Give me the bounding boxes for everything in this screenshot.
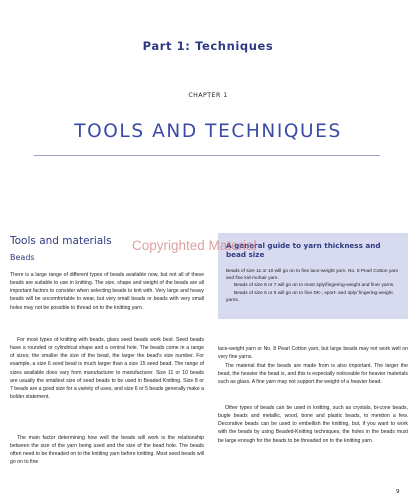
right-paragraph-2: The material that the beads are made from is also important. The larger the bead, the heavier the bead is, and this is especially noticeable for heavier materials such as glass. A fine yarn may not support the weight of a heavier bead. <box>218 363 408 386</box>
yarn-guide-list <box>226 268 402 304</box>
title-divider <box>34 155 380 156</box>
left-paragraph-3: The main factor determining how well the beads will work is the relationship between the size of the yarn being used and the size of the bead hole. The beads often need to be threaded on to the knitting yarn before knitting. Most seed beads will go on to fine <box>10 435 204 466</box>
left-paragraph-2: For most types of knitting with beads, glass seed beads work best. Seed beads have a rounded or cylindrical shape and a central hole. The beads come in a range of sizes; the smaller the size of the bead, the larger the bead's size number. For example, a size 6 seed bead is much larger than a size 15 seed bead. The range of sizes available does vary from manufacturer to manufacturer. Size 11 or 10 beads are usually the smallest size of seed beads to be used in Beaded Knitting. Size 8 or 7 beads are a good size for a variety of uses, and size 6 or 5 beads generally make a bolder statement. <box>10 337 204 401</box>
copyright-watermark: Copyrighted Material <box>132 238 257 253</box>
chapter-label: CHAPTER 1 <box>188 92 228 99</box>
yarn-guide-item: Beads of size 11 or 10 will go on to fine lace-weight yarn, No. 8 Pearl Cotton yarn and fine kid-mohair yarn. <box>226 269 399 282</box>
subsection-heading: Beads <box>10 253 35 262</box>
chapter-title: TOOLS AND TECHNIQUES <box>74 121 342 142</box>
part-heading: Part 1: Techniques <box>142 39 274 53</box>
page-number: 9 <box>396 489 400 495</box>
yarn-guide-title: A general guide to yarn thickness and bead size <box>226 241 381 259</box>
right-paragraph-1: lace-weight yarn or No. 8 Pearl Cotton yarn, but large beads may not work well on very fine yarns. <box>218 346 408 361</box>
yarn-guide-item: Beads of size 8 or 7 will go on to most 4ply/fingering-weight and finer yarns. <box>234 283 395 289</box>
left-paragraph-1: There is a large range of different types of beads available now, but not all of these beads are suitable to use in knitting. The size, shape and weight of the beads are all important factors to consider when selecting beads to knit with. Very large and heavy beads will be uncomfortable to wear, but very small beads or beads with very small holes may not be possible to thread on to the knitting yarn. <box>10 272 204 311</box>
right-paragraph-3: Other types of beads can be used in knitting, such as crystals, bi-cone beads, bugle beads and metallic, wood, bone and plastic beads, to mention a few. Decorative beads can be used to embellish the knitting, but, if you want to work with the beads by using Beaded-Knitting techniques, the holes in the beads must be large enough for the beads to be threaded on to the knitting yarn. <box>218 405 408 444</box>
section-heading: Tools and materials <box>10 235 112 247</box>
yarn-guide-item: Beads of size 6 or 5 will go on to fine DK-, sport- and 4ply/ fingering-weight yarns. <box>226 290 393 303</box>
